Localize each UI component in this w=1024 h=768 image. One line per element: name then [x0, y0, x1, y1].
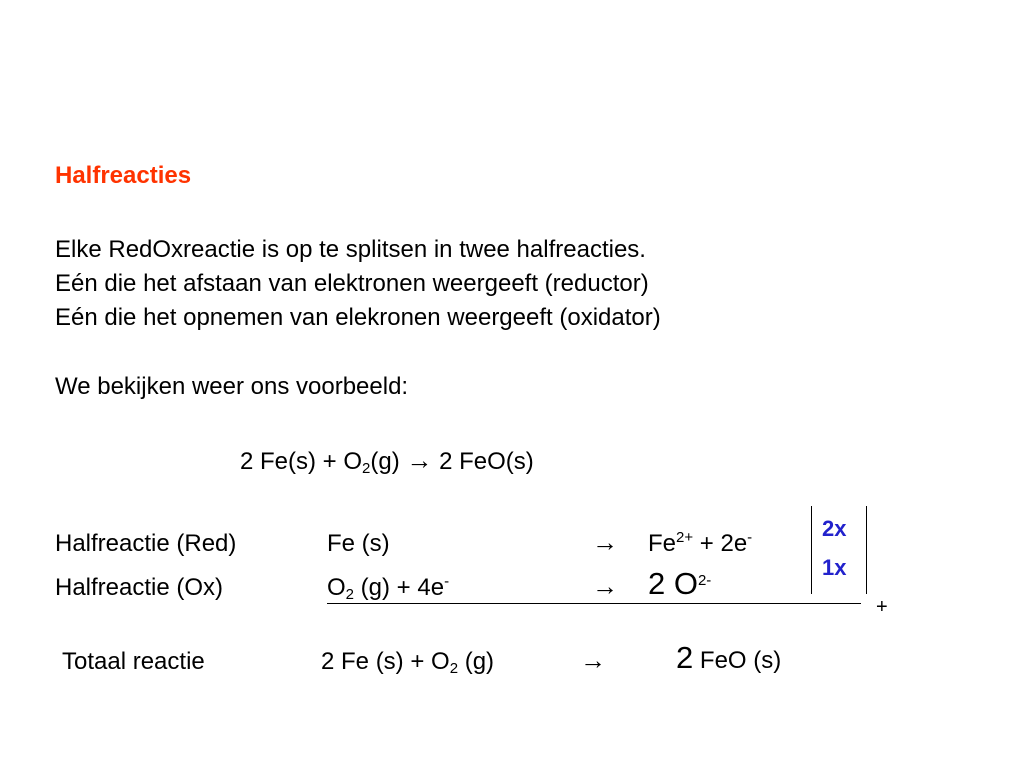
total-arrow-icon: → [580, 645, 606, 675]
half-red-arrow-icon: → [592, 527, 618, 557]
sum-plus-sign: + [876, 596, 888, 618]
total-left-species: 2 Fe (s) + O [321, 648, 450, 675]
half-red-right [648, 530, 752, 558]
half-ox-left-species: O [327, 574, 346, 601]
half-ox-product: 2 O [648, 566, 698, 601]
half-red-left: Fe (s) [327, 530, 390, 557]
half-ox-left-subscript: 2 [345, 586, 355, 603]
intro-line-1: Elke RedOxreactie is op te splitsen in twee halfreacties. [55, 236, 646, 263]
total-coefficient: 2 [676, 640, 694, 675]
half-ox-left-rest: (g) + 4e [354, 574, 445, 601]
example-intro: We bekijken weer ons voorbeeld: [55, 373, 409, 400]
multiplier-left-bar [811, 506, 812, 594]
summation-line [327, 603, 861, 604]
half-red-product-charge: 2+ [676, 529, 694, 546]
half-ox-product-charge: 2- [697, 572, 712, 589]
half-red-label: Halfreactie (Red) [55, 530, 237, 557]
total-left [321, 648, 494, 676]
total-left-subscript: 2 [449, 660, 459, 677]
slide-title: Halfreacties [55, 162, 192, 189]
intro-line-2: Eén die het afstaan van elektronen weergeeft (reductor) [55, 270, 649, 297]
multiplier-right-bar [866, 506, 867, 594]
example-left-state: (g) [370, 448, 400, 475]
half-ox-left-charge: - [444, 573, 450, 590]
half-red-electrons: + 2e [693, 530, 748, 557]
half-ox-arrow-icon: → [592, 571, 618, 601]
total-right [676, 640, 782, 675]
example-equation [240, 446, 534, 476]
multiplier-red: 2x [822, 516, 847, 541]
example-right: 2 FeO(s) [439, 448, 534, 475]
half-red-electrons-charge: - [747, 529, 753, 546]
multiplier-ox: 1x [822, 555, 847, 580]
total-product: FeO (s) [693, 647, 782, 674]
example-left: 2 Fe(s) + O [240, 448, 363, 475]
example-left-subscript: 2 [362, 460, 371, 477]
total-left-state: (g) [458, 648, 495, 675]
half-ox-right [648, 566, 712, 601]
reaction-arrow-icon: → [406, 445, 433, 475]
total-label: Totaal reactie [62, 648, 205, 675]
half-ox-left [327, 574, 449, 602]
half-red-product: Fe [648, 530, 677, 557]
half-ox-label: Halfreactie (Ox) [55, 574, 224, 601]
intro-line-3: Eén die het opnemen van elekronen weergeeft (oxidator) [55, 304, 661, 331]
